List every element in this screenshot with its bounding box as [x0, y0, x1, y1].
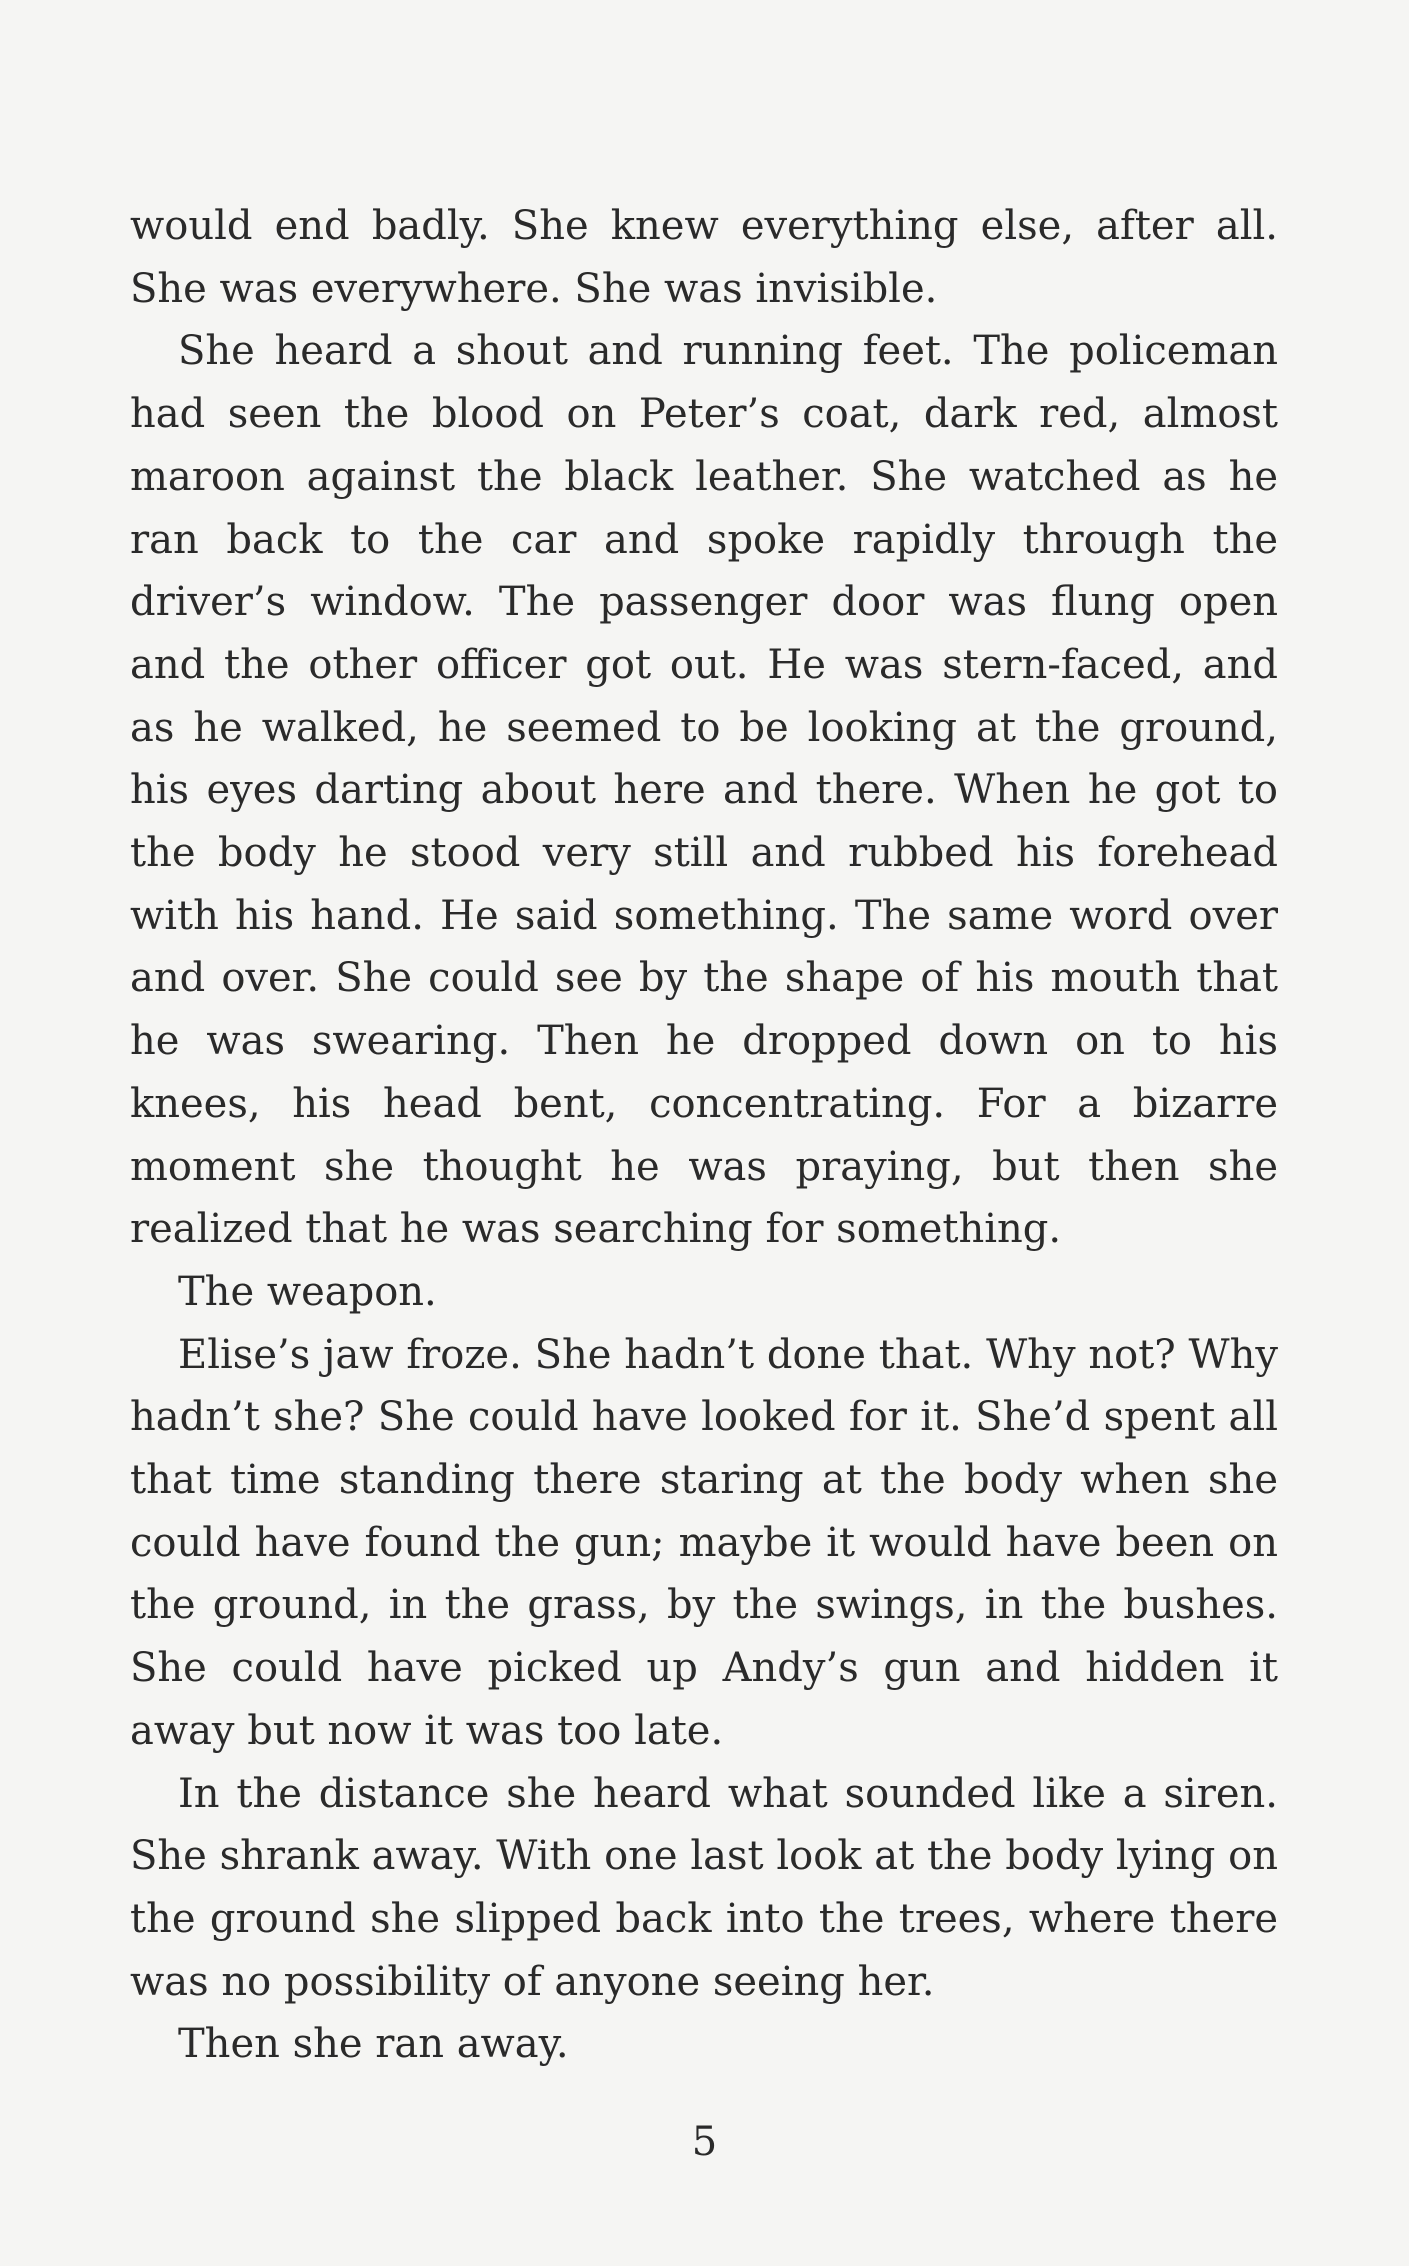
paragraph-2: She heard a shout and running feet. The policeman had seen the blood on Peter’s coat, dark red, almost maroon against the black leather. She watched as he ran back to the car and spoke rapidly through the driver’s window. The passenger door was flung open and the other officer got out. He was stern-faced, and as he walked, he seemed to be looking at the ground, his eyes darting about here and there. When he got to the body he stood very still and rubbed his forehead with his hand. He said something. The same word over and over. She could see by the shape of his mouth that he was swearing. Then he dropped down on to his knees, his head bent, concentrating. For a bizarre moment she thought he was praying, but then she realized that he was searching for something.	[130, 328, 1278, 1253]
paragraph-4: Elise’s jaw froze. She hadn’t done that. Why not? Why hadn’t she? She could have looked for it. She’d spent all that time standing there staring at the body when she could have found the gun; maybe it would have been on the ground, in the grass, by the swings, in the bushes. She could have picked up Andy’s gun and hidden it away but now it was too late.	[130, 1331, 1278, 1754]
paragraph-6: Then she ran away.	[178, 2021, 569, 2068]
body-text	[130, 195, 1278, 2076]
paragraph-5: In the distance she heard what sounded like a siren. She shrank away. With one last look at the body lying on the ground she slipped back into the trees, where there was no possibility of anyone seeing her.	[130, 1770, 1278, 2005]
page-number: 5	[691, 2119, 718, 2165]
paragraph-3: The weapon.	[178, 1268, 437, 1315]
paragraph-1: would end badly. She knew everything else, after all. She was everywhere. She was invisible.	[130, 203, 1278, 312]
